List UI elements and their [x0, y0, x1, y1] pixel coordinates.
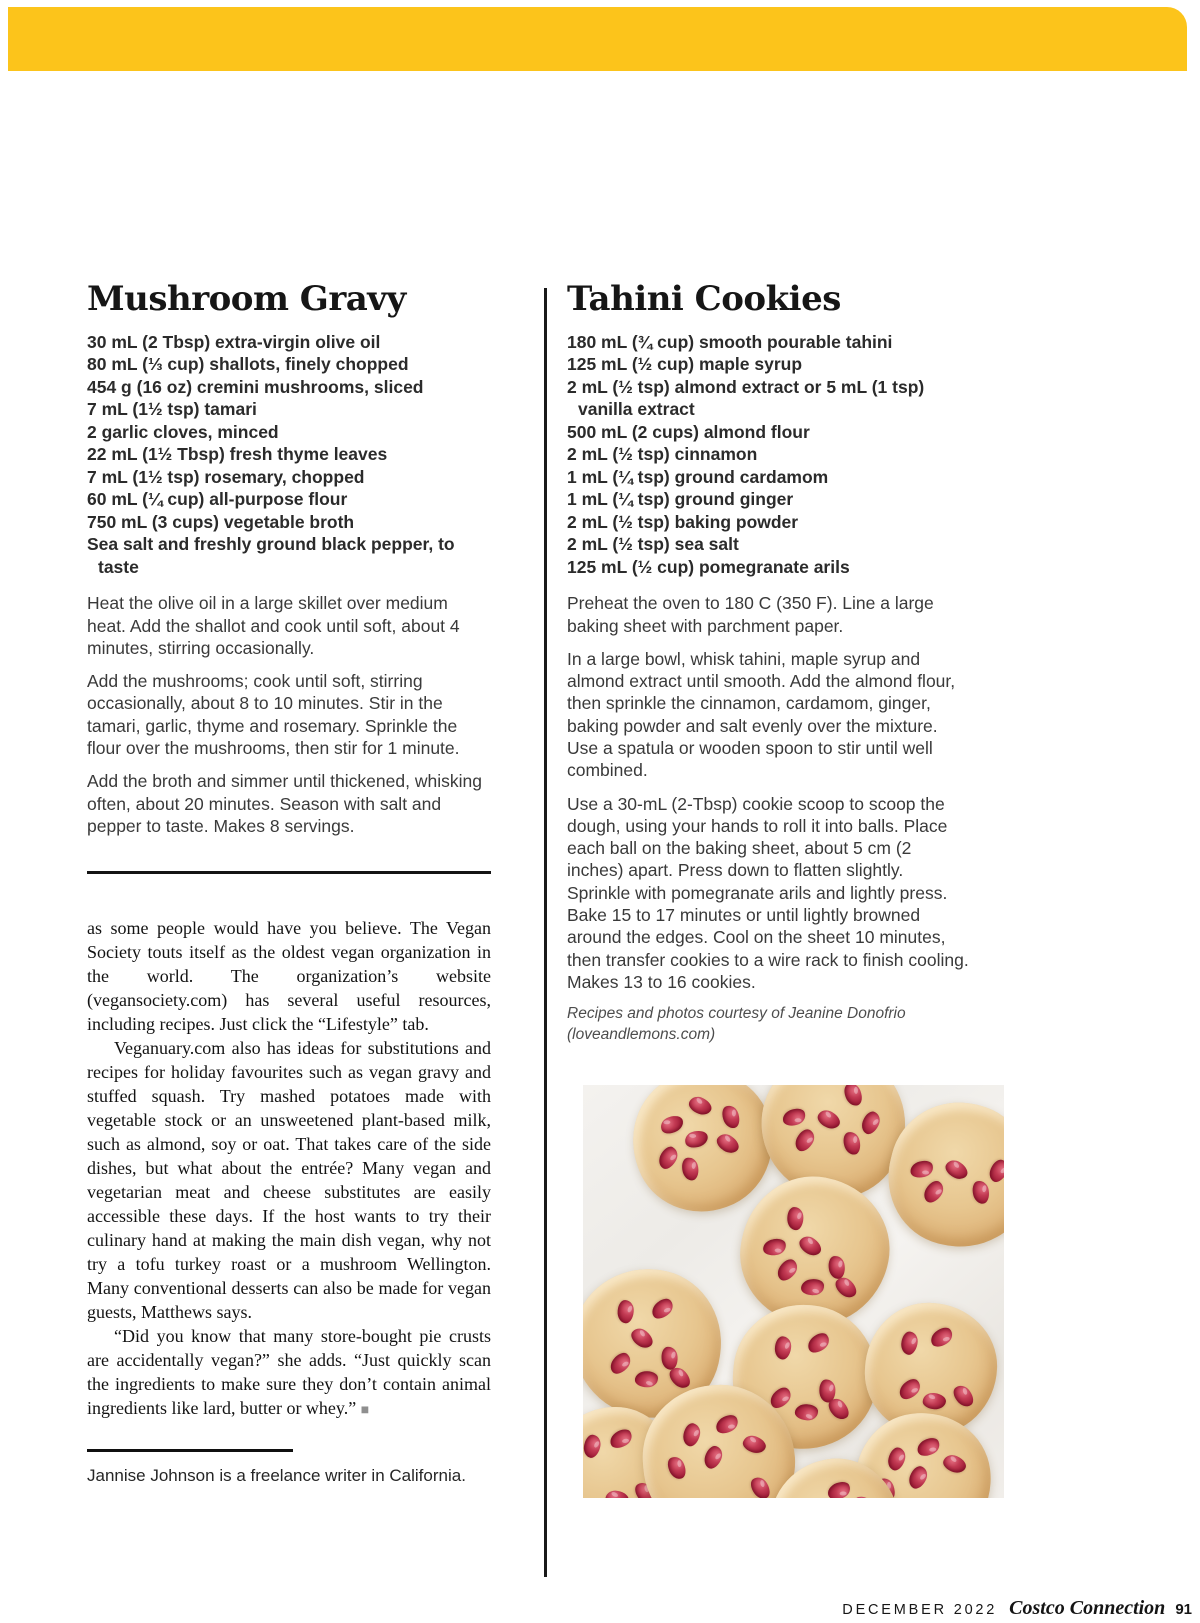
pomegranate-aril: [617, 1300, 635, 1324]
pomegranate-aril: [774, 1256, 801, 1284]
mushroom-gravy-ingredient-list: [87, 331, 491, 579]
pomegranate-aril: [804, 1331, 832, 1357]
pomegranate-aril: [714, 1131, 742, 1157]
pomegranate-aril: [794, 1403, 818, 1421]
footer-issue-date: DECEMBER 2022: [842, 1602, 998, 1618]
ingredient-line: 180 mL (¾ cup) smooth pourable tahini: [567, 331, 893, 352]
recipe-credit: Recipes and photos courtesy of Jeanine Donofrio (loveandlemons.com): [567, 1005, 906, 1043]
article-text: [87, 916, 491, 1423]
ingredient-line: 1 mL (¼ tsp) ground cardamom: [567, 466, 829, 487]
ingredient-line: 7 mL (1½ tsp) tamari: [87, 399, 257, 420]
footer-page-number: 91: [1175, 1601, 1192, 1618]
ingredient-line: 2 mL (½ tsp) cinnamon: [567, 444, 758, 465]
pomegranate-aril: [886, 1445, 909, 1472]
recipe-step: In a large bowl, whisk tahini, maple syrup and almond extract until smooth. Add the almond flour, then sprinkle the cinnamon, cardamom, ginger, baking powder and salt evenly over the mixture. Use a spatula or wooden spoon to stir until well combined.: [567, 648, 956, 781]
ingredient-line: 2 garlic cloves, minced: [87, 421, 279, 442]
pomegranate-aril: [701, 1444, 725, 1472]
tahini-cookies-ingredient-list: [567, 331, 971, 579]
article-paragraph: as some people would have you believe. The Vegan Society touts itself as the oldest vegan organization in the world. The organization’s website (vegansociety.com) has several useful resources, including recipes. Just click the “Lifestyle” tab.: [87, 917, 491, 1034]
pomegranate-aril: [858, 1109, 883, 1137]
ingredient-line: 22 mL (1½ Tbsp) fresh thyme leaves: [87, 444, 388, 465]
recipe-title-mushroom-gravy: Mushroom Gravy: [87, 279, 406, 319]
page-footer: [842, 1597, 1192, 1620]
pomegranate-aril: [986, 1157, 1004, 1185]
recipe-step: Add the mushrooms; cook until soft, stirring occasionally, about 8 to 10 minutes. Stir in the tamari, garlic, thyme and rosemary. Sprinkle the flour over the mushrooms, then stir for 1 minute.: [87, 671, 460, 758]
recipe-step: Add the broth and simmer until thickened, whisking often, about 20 minutes. Season with salt and pepper to taste. Makes 8 servings.: [87, 771, 482, 836]
pomegranate-aril: [607, 1427, 635, 1452]
pomegranate-aril: [842, 1130, 862, 1156]
pomegranate-aril: [951, 1383, 977, 1411]
pomegranate-aril: [815, 1107, 843, 1133]
yellow-header-bar: [8, 7, 1187, 71]
pomegranate-aril: [658, 1113, 685, 1136]
ingredient-line: 2 mL (½ tsp) sea salt: [567, 534, 739, 555]
pomegranate-aril: [927, 1325, 955, 1351]
section-divider-rule: [87, 871, 491, 874]
pomegranate-aril: [635, 1371, 658, 1387]
pomegranate-aril: [713, 1412, 741, 1436]
pomegranate-aril: [971, 1180, 990, 1205]
recipe-step: Heat the olive oil in a large skillet over medium heat. Add the shallot and cook until soft, about 4 minutes, stirring occasionally.: [87, 593, 460, 658]
pomegranate-aril: [905, 1464, 930, 1492]
pomegranate-aril: [941, 1453, 969, 1477]
pomegranate-aril: [922, 1392, 947, 1411]
article-paragraph: Veganuary.com also has ideas for substitutions and recipes for holiday favourites such as vegan gravy and stuffed squash. Try mashed potatoes made with vegetable stock or an unsweetened plant-based milk, such as almond, soy or oat. That takes care of the side dishes, but what about the entrée? Many vegan and vegetarian meat and cheese substitutes are easily accessible these days. If the host wants to try their culinary hand at making the main dish vegan, why not try a tofu turkey roast or a mushroom Wellington. Many conventional desserts can also be made for vegan guests, Matthews says.: [87, 1037, 491, 1322]
pomegranate-aril: [915, 1436, 942, 1460]
pomegranate-aril: [681, 1157, 700, 1182]
author-note: Jannise Johnson is a freelance writer in California.: [87, 1465, 466, 1485]
recipe-step: Use a 30-mL (2-Tbsp) cookie scoop to scoop the dough, using your hands to roll it into balls. Place each ball on the baking sheet, about 5 cm (2 inches) apart. Press down to flatten slightly. Sprinkle with pomegranate arils and lightly press. Bake 15 to 17 minutes or until lightly browned around the edges. Cool on the sheet 10 minutes, then transfer cookies to a wire rack to finish cooling. Makes 13 to 16 cookies.: [567, 793, 969, 992]
pomegranate-aril: [607, 1350, 634, 1378]
footer-magazine-name: Costco Connection: [1009, 1597, 1166, 1619]
pomegranate-aril: [899, 1331, 919, 1357]
pomegranate-aril: [680, 1421, 702, 1448]
pomegranate-aril: [908, 1159, 934, 1180]
ingredient-line: 7 mL (1½ tsp) rosemary, chopped: [87, 466, 365, 487]
ingredient-line: 750 mL (3 cups) vegetable broth: [87, 511, 355, 532]
ingredient-line: 125 mL (½ cup) maple syrup: [567, 354, 803, 375]
ingredient-line: 2 mL (½ tsp) baking powder: [567, 511, 799, 532]
pomegranate-aril: [773, 1336, 792, 1361]
pomegranate-aril: [943, 1157, 971, 1183]
column-divider-rule: [544, 288, 547, 1577]
ingredient-line: 60 mL (¼ cup) all-purpose flour: [87, 489, 348, 510]
pomegranate-aril: [896, 1376, 924, 1403]
article-paragraph: “Did you know that many store-bought pie crusts are accidentally vegan?” she adds. “Just quickly scan the ingredients to make sure they don’t contain animal ingredients like lard, butter or whey.” ■: [87, 1325, 491, 1418]
pomegranate-aril: [787, 1208, 804, 1232]
ingredient-line: 30 mL (2 Tbsp) extra-virgin olive oil: [87, 331, 381, 352]
pomegranate-aril: [666, 1455, 689, 1482]
pomegranate-aril: [792, 1127, 818, 1155]
pomegranate-aril: [920, 1178, 947, 1206]
pomegranate-aril: [781, 1106, 808, 1128]
tahini-cookies-steps: [567, 592, 971, 993]
author-divider-rule: [87, 1449, 293, 1452]
ingredient-line: 125 mL (½ cup) pomegranate arils: [567, 556, 850, 577]
pomegranate-aril: [747, 1475, 772, 1498]
pomegranate-aril: [583, 1433, 602, 1459]
pomegranate-aril: [687, 1094, 715, 1119]
tahini-cookies-photo: [583, 1085, 1004, 1498]
pomegranate-aril: [827, 1255, 845, 1280]
ingredient-line: 2 mL (½ tsp) almond extract or 5 mL (1 tsp) vanilla extract: [567, 376, 925, 420]
pomegranate-aril: [850, 1494, 878, 1499]
ingredient-line: 454 g (16 oz) cremini mushrooms, sliced: [87, 376, 424, 397]
pomegranate-aril: [741, 1433, 768, 1456]
pomegranate-aril: [648, 1296, 676, 1323]
pomegranate-aril: [720, 1104, 742, 1131]
pomegranate-aril: [655, 1144, 681, 1172]
pomegranate-aril: [761, 1237, 786, 1257]
right-column: [567, 281, 971, 1498]
recipe-step: Preheat the oven to 180 C (350 F). Line a large baking sheet with parchment paper.: [567, 593, 934, 636]
mushroom-gravy-steps: [87, 592, 491, 837]
ingredient-line: Sea salt and freshly ground black pepper, to taste: [87, 534, 455, 577]
recipe-title-tahini-cookies: Tahini Cookies: [567, 279, 841, 319]
pomegranate-aril: [684, 1129, 710, 1149]
ingredient-line: 80 mL (⅓ cup) shallots, finely chopped: [87, 354, 409, 375]
ingredient-line: 1 mL (¼ tsp) ground ginger: [567, 489, 794, 510]
pomegranate-aril: [841, 1085, 864, 1108]
pomegranate-aril: [628, 1325, 656, 1352]
pomegranate-aril: [825, 1480, 852, 1498]
left-column: [87, 281, 491, 1487]
pomegranate-aril: [801, 1279, 825, 1296]
pomegranate-aril: [796, 1233, 824, 1260]
ingredient-line: 500 mL (2 cups) almond flour: [567, 421, 810, 442]
article-end-mark: ■: [360, 1402, 370, 1418]
pomegranate-aril: [605, 1489, 630, 1498]
